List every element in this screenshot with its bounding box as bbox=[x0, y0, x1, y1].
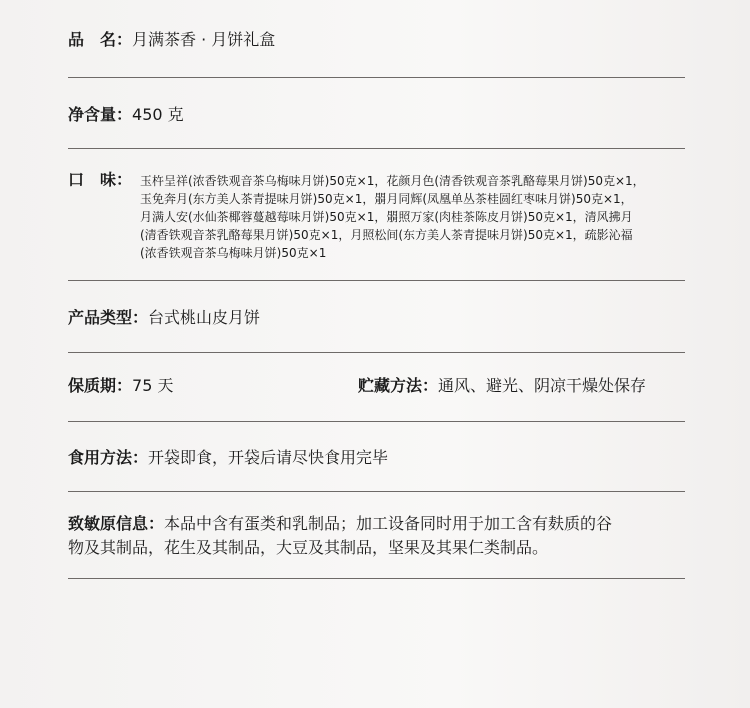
divider bbox=[68, 77, 685, 78]
shelf-life-storage-row bbox=[68, 375, 684, 397]
shelf-life-label: 保质期： bbox=[68, 376, 133, 395]
product-name-value: 月满茶香 · 月饼礼盒 bbox=[132, 30, 276, 49]
allergen-text-1: 本品中含有蛋类和乳制品；加工设备同时用于加工含有麸质的谷 bbox=[164, 514, 613, 533]
product-name-label: 品 名： bbox=[68, 30, 133, 49]
shelf-life-value: 75 天 bbox=[132, 376, 174, 395]
storage-label: 贮藏方法： bbox=[358, 376, 439, 395]
storage-group bbox=[358, 375, 646, 397]
divider bbox=[68, 491, 685, 492]
allergen-line-1 bbox=[68, 512, 688, 536]
flavor-line: (浓香铁观音茶乌梅味月饼)50克×1 bbox=[140, 246, 327, 260]
product-type-value: 台式桃山皮月饼 bbox=[148, 308, 261, 327]
divider bbox=[68, 421, 685, 422]
usage-value: 开袋即食，开袋后请尽快食用完毕 bbox=[148, 448, 389, 467]
flavor-line: 玉杵呈祥(浓香铁观音茶乌梅味月饼)50克×1，花颜月色(清香铁观音茶乳酪莓果月饼)50克×1， bbox=[140, 174, 645, 188]
flavor-line: 玉免奔月(东方美人茶青提味月饼)50克×1，朤月同辉(凤凰单丛茶桂圆红枣味月饼)50克×1， bbox=[140, 192, 633, 206]
divider bbox=[68, 578, 685, 579]
flavor-label: 口 味： bbox=[68, 170, 133, 189]
net-content-row bbox=[68, 104, 684, 126]
net-content-label: 净含量： bbox=[68, 105, 133, 124]
flavor-list bbox=[140, 172, 688, 262]
storage-value: 通风、避光、阴凉干燥处保存 bbox=[438, 376, 647, 395]
divider bbox=[68, 148, 685, 149]
net-content-value: 450 克 bbox=[132, 105, 184, 124]
product-type-label: 产品类型： bbox=[68, 308, 149, 327]
allergen-block bbox=[68, 512, 688, 560]
usage-label: 食用方法： bbox=[68, 448, 149, 467]
flavor-line: (清香铁观音茶乳酪莓果月饼)50克×1，月照松间(东方美人茶青提味月饼)50克×1，疏影沁福 bbox=[140, 228, 633, 242]
divider bbox=[68, 352, 685, 353]
allergen-label: 致敏原信息： bbox=[68, 514, 165, 533]
product-type-row bbox=[68, 307, 684, 329]
flavor-line: 月满人安(水仙茶椰蓉蔓越莓味月饼)50克×1，朤照万家(肉桂茶陈皮月饼)50克×1，清风拂月 bbox=[140, 210, 633, 224]
allergen-text-2: 物及其制品，花生及其制品，大豆及其制品，坚果及其果仁类制品。 bbox=[68, 538, 549, 557]
product-name-row bbox=[68, 29, 684, 51]
divider bbox=[68, 280, 685, 281]
usage-row bbox=[68, 447, 684, 469]
